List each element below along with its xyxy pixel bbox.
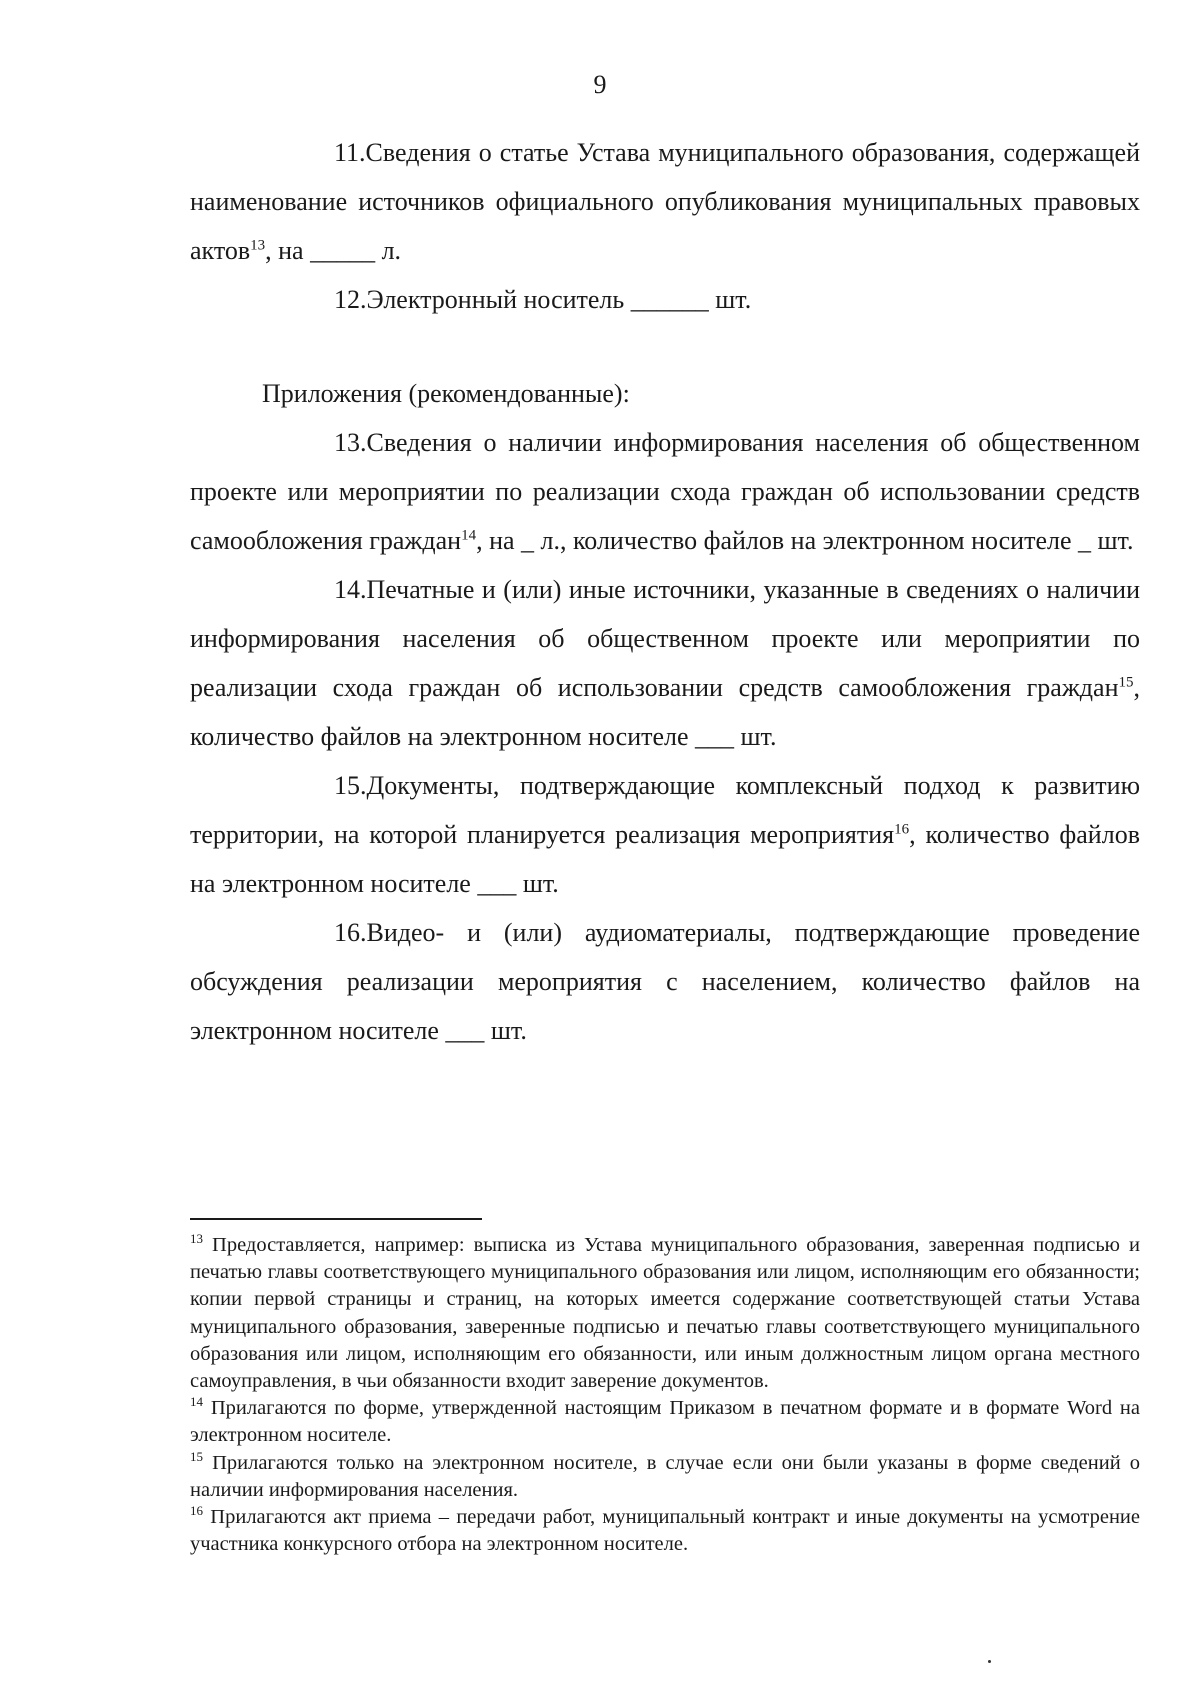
footnote-ref: 16 [894,821,910,838]
footnote-ref: 15 [1118,674,1134,691]
footnote-ref: 13 [250,237,266,254]
item-text: Сведения о статье Устава муниципального образования, содержащей наименование источников официального опубликования муниципальных правовых актов [190,138,1140,265]
list-item [190,761,1140,908]
item-text-tail: , на _ л., количество файлов на электронном носителе _ шт. [476,526,1134,555]
item-number: 14. [334,575,367,604]
footnote [190,1395,1140,1449]
page-number: 9 [593,70,607,99]
item-text: Электронный носитель ______ шт. [366,285,752,314]
footnote-text: Прилагаются по форме, утвержденной настоящим Приказом в печатном формате и в формате Word на электронном носителе. [190,1397,1140,1447]
item-number: 16. [334,918,367,947]
item-number: 15. [334,771,367,800]
scan-speck [988,1660,991,1663]
list-item [190,908,1140,1055]
item-number: 13. [334,428,367,457]
list-item [190,565,1140,761]
item-text: Сведения о наличии информирования населения об общественном проекте или мероприятии по реализации схода граждан об использовании средств самообложения граждан [190,428,1140,555]
item-text-tail: , количество файлов на электронном носителе ___ шт. [190,673,1140,751]
list-item [190,275,1140,324]
list-item [190,128,1140,275]
footnote-mark: 14 [190,1394,203,1410]
spacer [190,324,1140,369]
footnote-text: Предоставляется, например: выписка из Устава муниципального образования, заверенная подписью и печатью главы соответствующего муниципального образования или лицом, исполняющим его обязанности; копии первой страницы и страниц, на которых имеется содержание соответствующей статьи Устава муниципального образования, заверенные подписью и печатью главы соответствующего муниципального образования или лицом, исполняющим его обязанности, или иным должностным лицом органа местного самоуправления, в чьи обязанности входит заверение документов. [190,1234,1140,1393]
item-text: Документы, подтверждающие комплексный подход к развитию территории, на которой планируется реализация мероприятия [190,771,1140,849]
item-number: 11. [334,138,366,167]
footnote [190,1450,1140,1504]
item-text-tail: , на _____ л. [265,236,402,265]
footnote-mark: 13 [190,1231,203,1247]
footnote-mark: 15 [190,1448,203,1464]
footnote-ref: 14 [461,527,477,544]
item-number: 12. [334,285,367,314]
item-text: Видео- и (или) аудиоматериалы, подтверждающие проведение обсуждения реализации мероприятия с населением, количество файлов на электронном носителе ___ шт. [190,918,1140,1045]
item-text-tail: , количество файлов на электронном носителе ___ шт. [190,820,1140,898]
footnote-text: Прилагаются только на электронном носителе, в случае если они были указаны в форме сведений о наличии информирования населения. [190,1451,1141,1501]
appendix-heading: Приложения (рекомендованные): [262,379,630,408]
item-text: Печатные и (или) иные источники, указанные в сведениях о наличии информирования населения об общественном проекте или мероприятии по реализации схода граждан об использовании средств самообложения граждан [190,575,1140,702]
footnotes [190,1232,1140,1558]
footnote-mark: 16 [190,1503,203,1519]
list-item [190,418,1140,565]
footnote-separator [190,1218,482,1220]
footnote [190,1232,1140,1395]
document-body [190,128,1140,1055]
footnote [190,1504,1140,1558]
footnote-text: Прилагаются акт приема – передачи работ, муниципальный контракт и иные документы на усмотрение участника конкурсного отбора на электронном носителе. [190,1506,1140,1556]
